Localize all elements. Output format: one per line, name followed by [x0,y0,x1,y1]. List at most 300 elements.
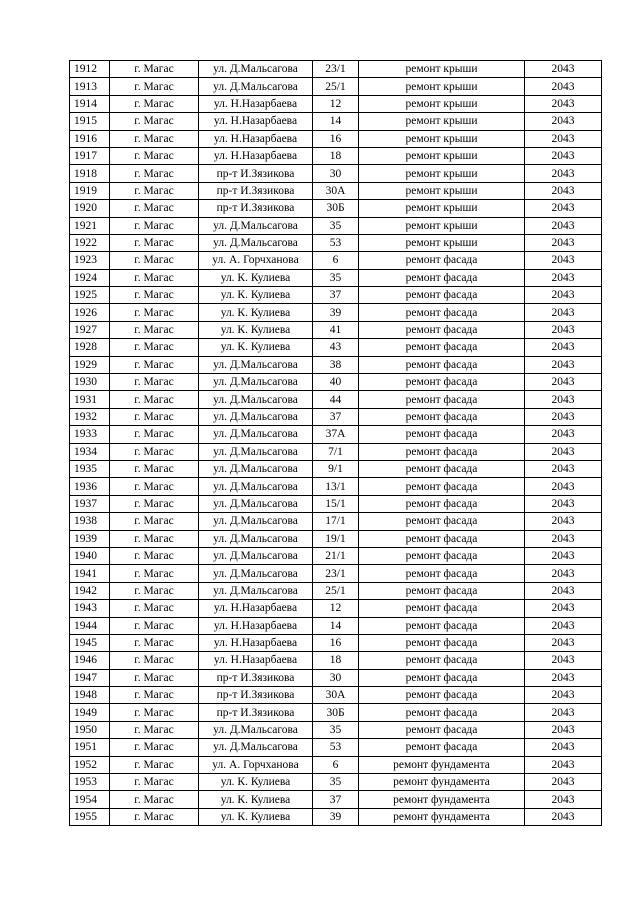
city-cell: г. Магас [110,669,199,686]
city-cell: г. Магас [110,339,199,356]
house-number-cell: 30Б [313,704,359,721]
city-cell: г. Магас [110,565,199,582]
house-number-cell: 25/1 [313,78,359,95]
city-cell: г. Магас [110,147,199,164]
work-type-cell: ремонт фасада [359,287,525,304]
house-number-cell: 19/1 [313,530,359,547]
row-number-cell: 1916 [70,130,110,147]
table-row [70,287,602,304]
work-type-cell: ремонт фасада [359,600,525,617]
house-number-cell: 38 [313,356,359,373]
table-row [70,495,602,512]
table-row [70,95,602,112]
year-cell: 2043 [525,669,602,686]
year-cell: 2043 [525,495,602,512]
row-number-cell: 1939 [70,530,110,547]
work-type-cell: ремонт фасада [359,304,525,321]
house-number-cell: 17/1 [313,513,359,530]
row-number-cell: 1920 [70,200,110,217]
row-number-cell: 1922 [70,234,110,251]
row-number-cell: 1930 [70,374,110,391]
city-cell: г. Магас [110,234,199,251]
city-cell: г. Магас [110,200,199,217]
work-type-cell: ремонт фасада [359,478,525,495]
street-cell: ул. Д.Мальсагова [199,478,313,495]
street-cell: пр-т И.Зязикова [199,165,313,182]
year-cell: 2043 [525,513,602,530]
document-table [69,60,602,826]
row-number-cell: 1924 [70,269,110,286]
year-cell: 2043 [525,217,602,234]
work-type-cell: ремонт крыши [359,217,525,234]
year-cell: 2043 [525,321,602,338]
city-cell: г. Магас [110,582,199,599]
work-type-cell: ремонт фасада [359,617,525,634]
table-row [70,61,602,78]
street-cell: ул. К. Кулиева [199,791,313,808]
city-cell: г. Магас [110,356,199,373]
work-type-cell: ремонт фасада [359,513,525,530]
city-cell: г. Магас [110,113,199,130]
house-number-cell: 23/1 [313,61,359,78]
table-row [70,478,602,495]
work-type-cell: ремонт фасада [359,687,525,704]
street-cell: пр-т И.Зязикова [199,669,313,686]
house-number-cell: 37 [313,791,359,808]
street-cell: ул. Д.Мальсагова [199,460,313,477]
row-number-cell: 1936 [70,478,110,495]
city-cell: г. Магас [110,808,199,825]
city-cell: г. Магас [110,495,199,512]
work-type-cell: ремонт фасада [359,356,525,373]
table-row [70,356,602,373]
street-cell: ул. К. Кулиева [199,774,313,791]
table-row [70,321,602,338]
street-cell: ул. Д.Мальсагова [199,391,313,408]
city-cell: г. Магас [110,408,199,425]
work-type-cell: ремонт крыши [359,61,525,78]
table-row [70,252,602,269]
house-number-cell: 16 [313,634,359,651]
row-number-cell: 1928 [70,339,110,356]
work-type-cell: ремонт крыши [359,113,525,130]
year-cell: 2043 [525,478,602,495]
house-number-cell: 39 [313,808,359,825]
city-cell: г. Магас [110,391,199,408]
street-cell: ул. Д.Мальсагова [199,530,313,547]
street-cell: ул. Н.Назарбаева [199,130,313,147]
work-type-cell: ремонт фасада [359,652,525,669]
city-cell: г. Магас [110,478,199,495]
row-number-cell: 1917 [70,147,110,164]
street-cell: ул. Д.Мальсагова [199,234,313,251]
street-cell: ул. Н.Назарбаева [199,95,313,112]
street-cell: ул. К. Кулиева [199,339,313,356]
street-cell: ул. Н.Назарбаева [199,600,313,617]
house-number-cell: 44 [313,391,359,408]
work-type-cell: ремонт фундамента [359,808,525,825]
year-cell: 2043 [525,808,602,825]
table-row [70,721,602,738]
year-cell: 2043 [525,304,602,321]
row-number-cell: 1925 [70,287,110,304]
work-type-cell: ремонт крыши [359,200,525,217]
row-number-cell: 1927 [70,321,110,338]
house-number-cell: 6 [313,252,359,269]
street-cell: ул. Д.Мальсагова [199,443,313,460]
row-number-cell: 1923 [70,252,110,269]
work-type-cell: ремонт фасада [359,391,525,408]
street-cell: ул. Н.Назарбаева [199,652,313,669]
work-type-cell: ремонт фасада [359,495,525,512]
work-type-cell: ремонт фасада [359,721,525,738]
city-cell: г. Магас [110,165,199,182]
street-cell: ул. Н.Назарбаева [199,147,313,164]
street-cell: пр-т И.Зязикова [199,200,313,217]
row-number-cell: 1929 [70,356,110,373]
house-number-cell: 9/1 [313,460,359,477]
table-row [70,78,602,95]
row-number-cell: 1948 [70,687,110,704]
city-cell: г. Магас [110,774,199,791]
work-type-cell: ремонт фасада [359,426,525,443]
house-number-cell: 21/1 [313,547,359,564]
table-row [70,426,602,443]
house-number-cell: 30 [313,669,359,686]
city-cell: г. Магас [110,321,199,338]
house-number-cell: 40 [313,374,359,391]
year-cell: 2043 [525,704,602,721]
table-row [70,269,602,286]
city-cell: г. Магас [110,634,199,651]
work-type-cell: ремонт крыши [359,165,525,182]
street-cell: ул. Д.Мальсагова [199,374,313,391]
year-cell: 2043 [525,443,602,460]
city-cell: г. Магас [110,721,199,738]
house-number-cell: 35 [313,721,359,738]
house-number-cell: 30 [313,165,359,182]
house-number-cell: 14 [313,617,359,634]
row-number-cell: 1941 [70,565,110,582]
house-number-cell: 18 [313,652,359,669]
work-type-cell: ремонт фасада [359,460,525,477]
row-number-cell: 1954 [70,791,110,808]
street-cell: ул. Н.Назарбаева [199,634,313,651]
row-number-cell: 1945 [70,634,110,651]
year-cell: 2043 [525,182,602,199]
row-number-cell: 1913 [70,78,110,95]
row-number-cell: 1938 [70,513,110,530]
city-cell: г. Магас [110,61,199,78]
year-cell: 2043 [525,113,602,130]
city-cell: г. Магас [110,704,199,721]
street-cell: ул. Д.Мальсагова [199,513,313,530]
table-row [70,130,602,147]
year-cell: 2043 [525,408,602,425]
row-number-cell: 1943 [70,600,110,617]
row-number-cell: 1918 [70,165,110,182]
year-cell: 2043 [525,391,602,408]
year-cell: 2043 [525,78,602,95]
city-cell: г. Магас [110,426,199,443]
city-cell: г. Магас [110,269,199,286]
house-number-cell: 41 [313,321,359,338]
street-cell: ул. Д.Мальсагова [199,565,313,582]
row-number-cell: 1915 [70,113,110,130]
house-number-cell: 13/1 [313,478,359,495]
work-type-cell: ремонт фасада [359,408,525,425]
work-type-cell: ремонт фундамента [359,756,525,773]
table-row [70,113,602,130]
table-row [70,756,602,773]
year-cell: 2043 [525,565,602,582]
row-number-cell: 1953 [70,774,110,791]
table-row [70,217,602,234]
table-row [70,652,602,669]
house-number-cell: 35 [313,269,359,286]
table-row [70,165,602,182]
row-number-cell: 1932 [70,408,110,425]
house-number-cell: 43 [313,339,359,356]
work-type-cell: ремонт фундамента [359,791,525,808]
city-cell: г. Магас [110,530,199,547]
work-type-cell: ремонт крыши [359,130,525,147]
city-cell: г. Магас [110,130,199,147]
house-number-cell: 35 [313,774,359,791]
row-number-cell: 1940 [70,547,110,564]
house-number-cell: 12 [313,95,359,112]
row-number-cell: 1944 [70,617,110,634]
year-cell: 2043 [525,426,602,443]
year-cell: 2043 [525,287,602,304]
row-number-cell: 1935 [70,460,110,477]
city-cell: г. Магас [110,78,199,95]
city-cell: г. Магас [110,95,199,112]
table-row [70,513,602,530]
row-number-cell: 1934 [70,443,110,460]
work-type-cell: ремонт фасада [359,530,525,547]
year-cell: 2043 [525,530,602,547]
year-cell: 2043 [525,774,602,791]
city-cell: г. Магас [110,756,199,773]
street-cell: ул. Д.Мальсагова [199,721,313,738]
house-number-cell: 12 [313,600,359,617]
year-cell: 2043 [525,652,602,669]
street-cell: ул. Д.Мальсагова [199,61,313,78]
table-row [70,600,602,617]
year-cell: 2043 [525,200,602,217]
house-number-cell: 53 [313,739,359,756]
row-number-cell: 1912 [70,61,110,78]
work-type-cell: ремонт фасада [359,339,525,356]
year-cell: 2043 [525,339,602,356]
table-row [70,634,602,651]
street-cell: ул. Д.Мальсагова [199,356,313,373]
table-body [70,61,602,826]
table-row [70,443,602,460]
street-cell: ул. К. Кулиева [199,269,313,286]
work-type-cell: ремонт фасада [359,669,525,686]
street-cell: пр-т И.Зязикова [199,704,313,721]
street-cell: ул. Д.Мальсагова [199,495,313,512]
street-cell: ул. Д.Мальсагова [199,426,313,443]
work-type-cell: ремонт фасада [359,704,525,721]
year-cell: 2043 [525,130,602,147]
street-cell: ул. Н.Назарбаева [199,113,313,130]
year-cell: 2043 [525,61,602,78]
street-cell: ул. К. Кулиева [199,808,313,825]
house-number-cell: 37А [313,426,359,443]
row-number-cell: 1952 [70,756,110,773]
house-number-cell: 18 [313,147,359,164]
city-cell: г. Магас [110,513,199,530]
city-cell: г. Магас [110,374,199,391]
table-row [70,234,602,251]
city-cell: г. Магас [110,652,199,669]
table-row [70,582,602,599]
year-cell: 2043 [525,617,602,634]
table-row [70,617,602,634]
house-number-cell: 23/1 [313,565,359,582]
table-row [70,182,602,199]
year-cell: 2043 [525,634,602,651]
street-cell: ул. Д.Мальсагова [199,582,313,599]
year-cell: 2043 [525,95,602,112]
row-number-cell: 1926 [70,304,110,321]
row-number-cell: 1947 [70,669,110,686]
year-cell: 2043 [525,269,602,286]
house-number-cell: 14 [313,113,359,130]
street-cell: ул. К. Кулиева [199,304,313,321]
city-cell: г. Магас [110,252,199,269]
house-number-cell: 15/1 [313,495,359,512]
city-cell: г. Магас [110,600,199,617]
city-cell: г. Магас [110,547,199,564]
city-cell: г. Магас [110,460,199,477]
table-row [70,565,602,582]
street-cell: ул. К. Кулиева [199,287,313,304]
street-cell: пр-т И.Зязикова [199,182,313,199]
work-type-cell: ремонт фасада [359,739,525,756]
table-row [70,704,602,721]
table-row [70,391,602,408]
year-cell: 2043 [525,234,602,251]
work-type-cell: ремонт крыши [359,95,525,112]
table-row [70,460,602,477]
row-number-cell: 1950 [70,721,110,738]
city-cell: г. Магас [110,304,199,321]
work-type-cell: ремонт крыши [359,78,525,95]
street-cell: ул. Д.Мальсагова [199,739,313,756]
house-number-cell: 35 [313,217,359,234]
work-type-cell: ремонт фасада [359,582,525,599]
row-number-cell: 1914 [70,95,110,112]
year-cell: 2043 [525,791,602,808]
year-cell: 2043 [525,739,602,756]
table-row [70,200,602,217]
table-row [70,339,602,356]
row-number-cell: 1921 [70,217,110,234]
table-row [70,791,602,808]
street-cell: ул. А. Горчханова [199,252,313,269]
year-cell: 2043 [525,600,602,617]
table-row [70,408,602,425]
row-number-cell: 1949 [70,704,110,721]
work-type-cell: ремонт фасада [359,321,525,338]
work-type-cell: ремонт фасада [359,634,525,651]
row-number-cell: 1955 [70,808,110,825]
year-cell: 2043 [525,147,602,164]
house-number-cell: 30А [313,182,359,199]
year-cell: 2043 [525,165,602,182]
row-number-cell: 1942 [70,582,110,599]
year-cell: 2043 [525,252,602,269]
city-cell: г. Магас [110,443,199,460]
table-row [70,530,602,547]
street-cell: ул. Н.Назарбаева [199,617,313,634]
work-type-cell: ремонт фасада [359,547,525,564]
row-number-cell: 1919 [70,182,110,199]
table-row [70,739,602,756]
house-number-cell: 39 [313,304,359,321]
house-number-cell: 25/1 [313,582,359,599]
table-row [70,147,602,164]
city-cell: г. Магас [110,182,199,199]
street-cell: ул. Д.Мальсагова [199,78,313,95]
work-type-cell: ремонт фасада [359,252,525,269]
table-row [70,374,602,391]
street-cell: пр-т И.Зязикова [199,687,313,704]
street-cell: ул. Д.Мальсагова [199,217,313,234]
house-number-cell: 53 [313,234,359,251]
street-cell: ул. А. Горчханова [199,756,313,773]
year-cell: 2043 [525,460,602,477]
street-cell: ул. К. Кулиева [199,321,313,338]
row-number-cell: 1933 [70,426,110,443]
work-type-cell: ремонт фасада [359,269,525,286]
house-number-cell: 7/1 [313,443,359,460]
work-type-cell: ремонт фасада [359,565,525,582]
table-row [70,547,602,564]
city-cell: г. Магас [110,739,199,756]
year-cell: 2043 [525,356,602,373]
year-cell: 2043 [525,721,602,738]
year-cell: 2043 [525,582,602,599]
table-row [70,687,602,704]
work-type-cell: ремонт фасада [359,374,525,391]
row-number-cell: 1946 [70,652,110,669]
table-row [70,808,602,825]
work-type-cell: ремонт крыши [359,234,525,251]
work-type-cell: ремонт крыши [359,182,525,199]
city-cell: г. Магас [110,287,199,304]
house-number-cell: 16 [313,130,359,147]
year-cell: 2043 [525,687,602,704]
year-cell: 2043 [525,374,602,391]
row-number-cell: 1937 [70,495,110,512]
row-number-cell: 1951 [70,739,110,756]
city-cell: г. Магас [110,791,199,808]
work-type-cell: ремонт фундамента [359,774,525,791]
table-row [70,774,602,791]
year-cell: 2043 [525,756,602,773]
row-number-cell: 1931 [70,391,110,408]
year-cell: 2043 [525,547,602,564]
city-cell: г. Магас [110,217,199,234]
work-type-cell: ремонт крыши [359,147,525,164]
house-number-cell: 30Б [313,200,359,217]
street-cell: ул. Д.Мальсагова [199,408,313,425]
